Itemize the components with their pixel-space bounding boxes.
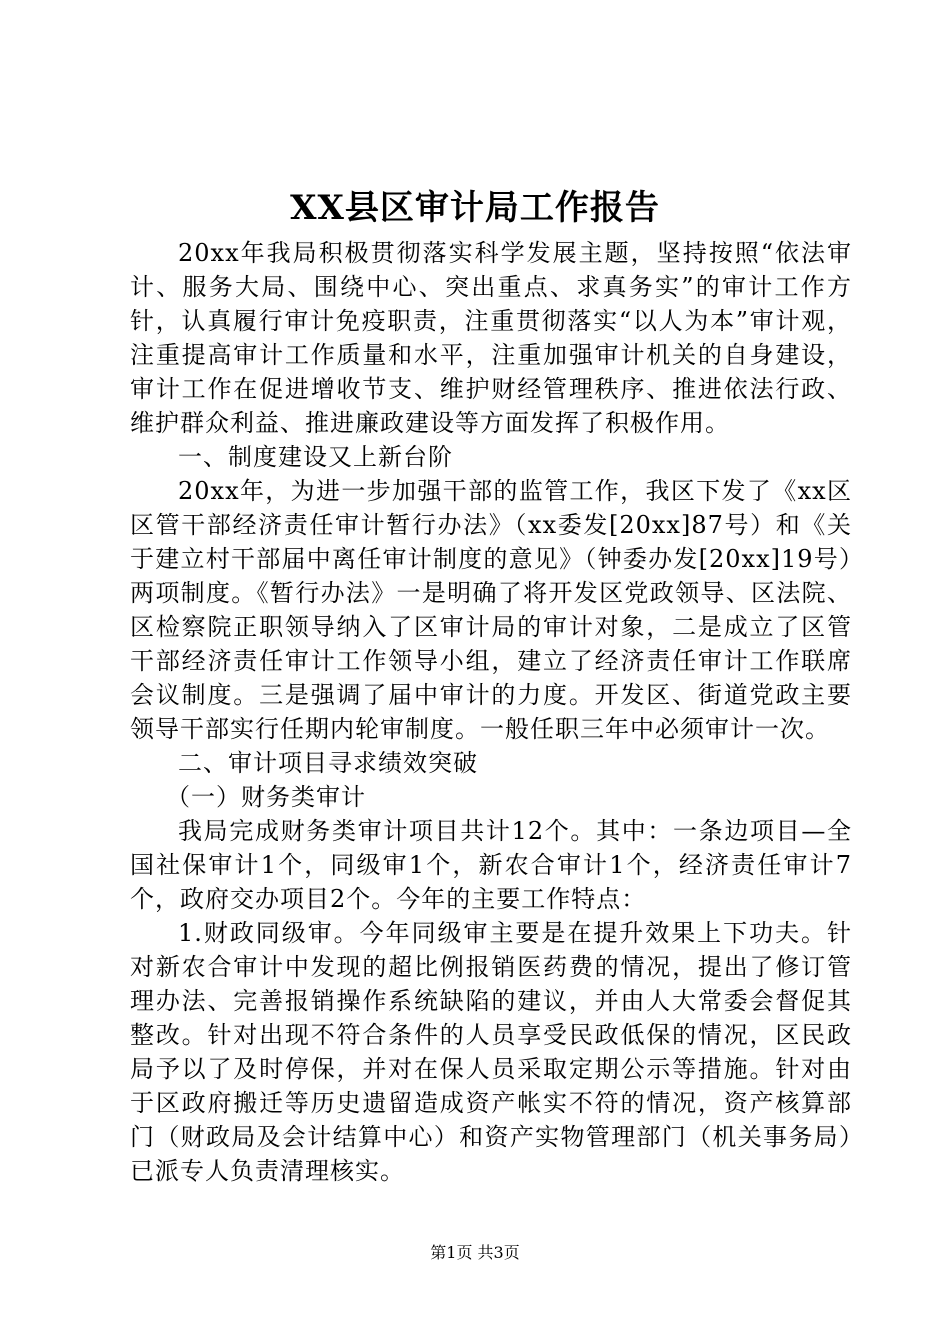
document-title: XX县区审计局工作报告 xyxy=(290,188,660,228)
paragraph-financial-audit: 我局完成财务类审计项目共计12个。其中：一条边项目—全国社保审计1个，同级审1个，新农合审计1个，经济责任审计7个，政府交办项目2个。今年的主要工作特点： xyxy=(130,817,852,913)
section-heading-2: 二、审计项目寻求绩效突破 xyxy=(178,749,478,777)
section-heading-1: 一、制度建设又上新台阶 xyxy=(178,443,453,471)
paragraph-system-building: 20xx年，为进一步加强干部的监管工作，我区下发了《xx区区管干部经济责任审计暂行办法》（xx委发[20xx]87号）和《关于建立村干部届中离任审计制度的意见》（钟委办发[20xx]19号）两项制度。《暂行办法》一是明确了将开发区党政领导、区法院、区检察院正职领导纳入了区审计局的审计对象，二是成立了区管干部经济责任审计工作领导小组，建立了经济责任审计工作联席会议制度。三是强调了届中审计的力度。开发区、街道党政主要领导干部实行任期内轮审制度。一般任职三年中必须审计一次。 xyxy=(130,477,852,743)
paragraph-intro: 20xx年我局积极贯彻落实科学发展主题，坚持按照“依法审计、服务大局、围绕中心、突出重点、求真务实”的审计工作方针，认真履行审计免疫职责，注重贯彻落实“以人为本”审计观，注重提高审计工作质量和水平，注重加强审计机关的自身建设，审计工作在促进增收节支、维护财经管理秩序、推进依法行政、维护群众利益、推进廉政建设等方面发挥了积极作用。 xyxy=(130,239,852,437)
paragraph-fiscal-audit: 1.财政同级审。今年同级审主要是在提升效果上下功夫。针对新农合审计中发现的超比例报销医药费的情况，提出了修订管理办法、完善报销操作系统缺陷的建议，并由人大常委会督促其整改。针对出现不符合条件的人员享受民政低保的情况，区民政局予以了及时停保，并对在保人员采取定期公示等措施。针对由于区政府搬迁等历史遗留造成资产帐实不符的情况，资产核算部门（财政局及会计结算中心）和资产实物管理部门（机关事务局）已派专人负责清理核实。 xyxy=(130,919,852,1185)
document-body xyxy=(130,236,852,1188)
subsection-heading-1: （一）财务类审计 xyxy=(166,783,366,811)
page-footer: 第1页 共3页 xyxy=(430,1243,520,1262)
